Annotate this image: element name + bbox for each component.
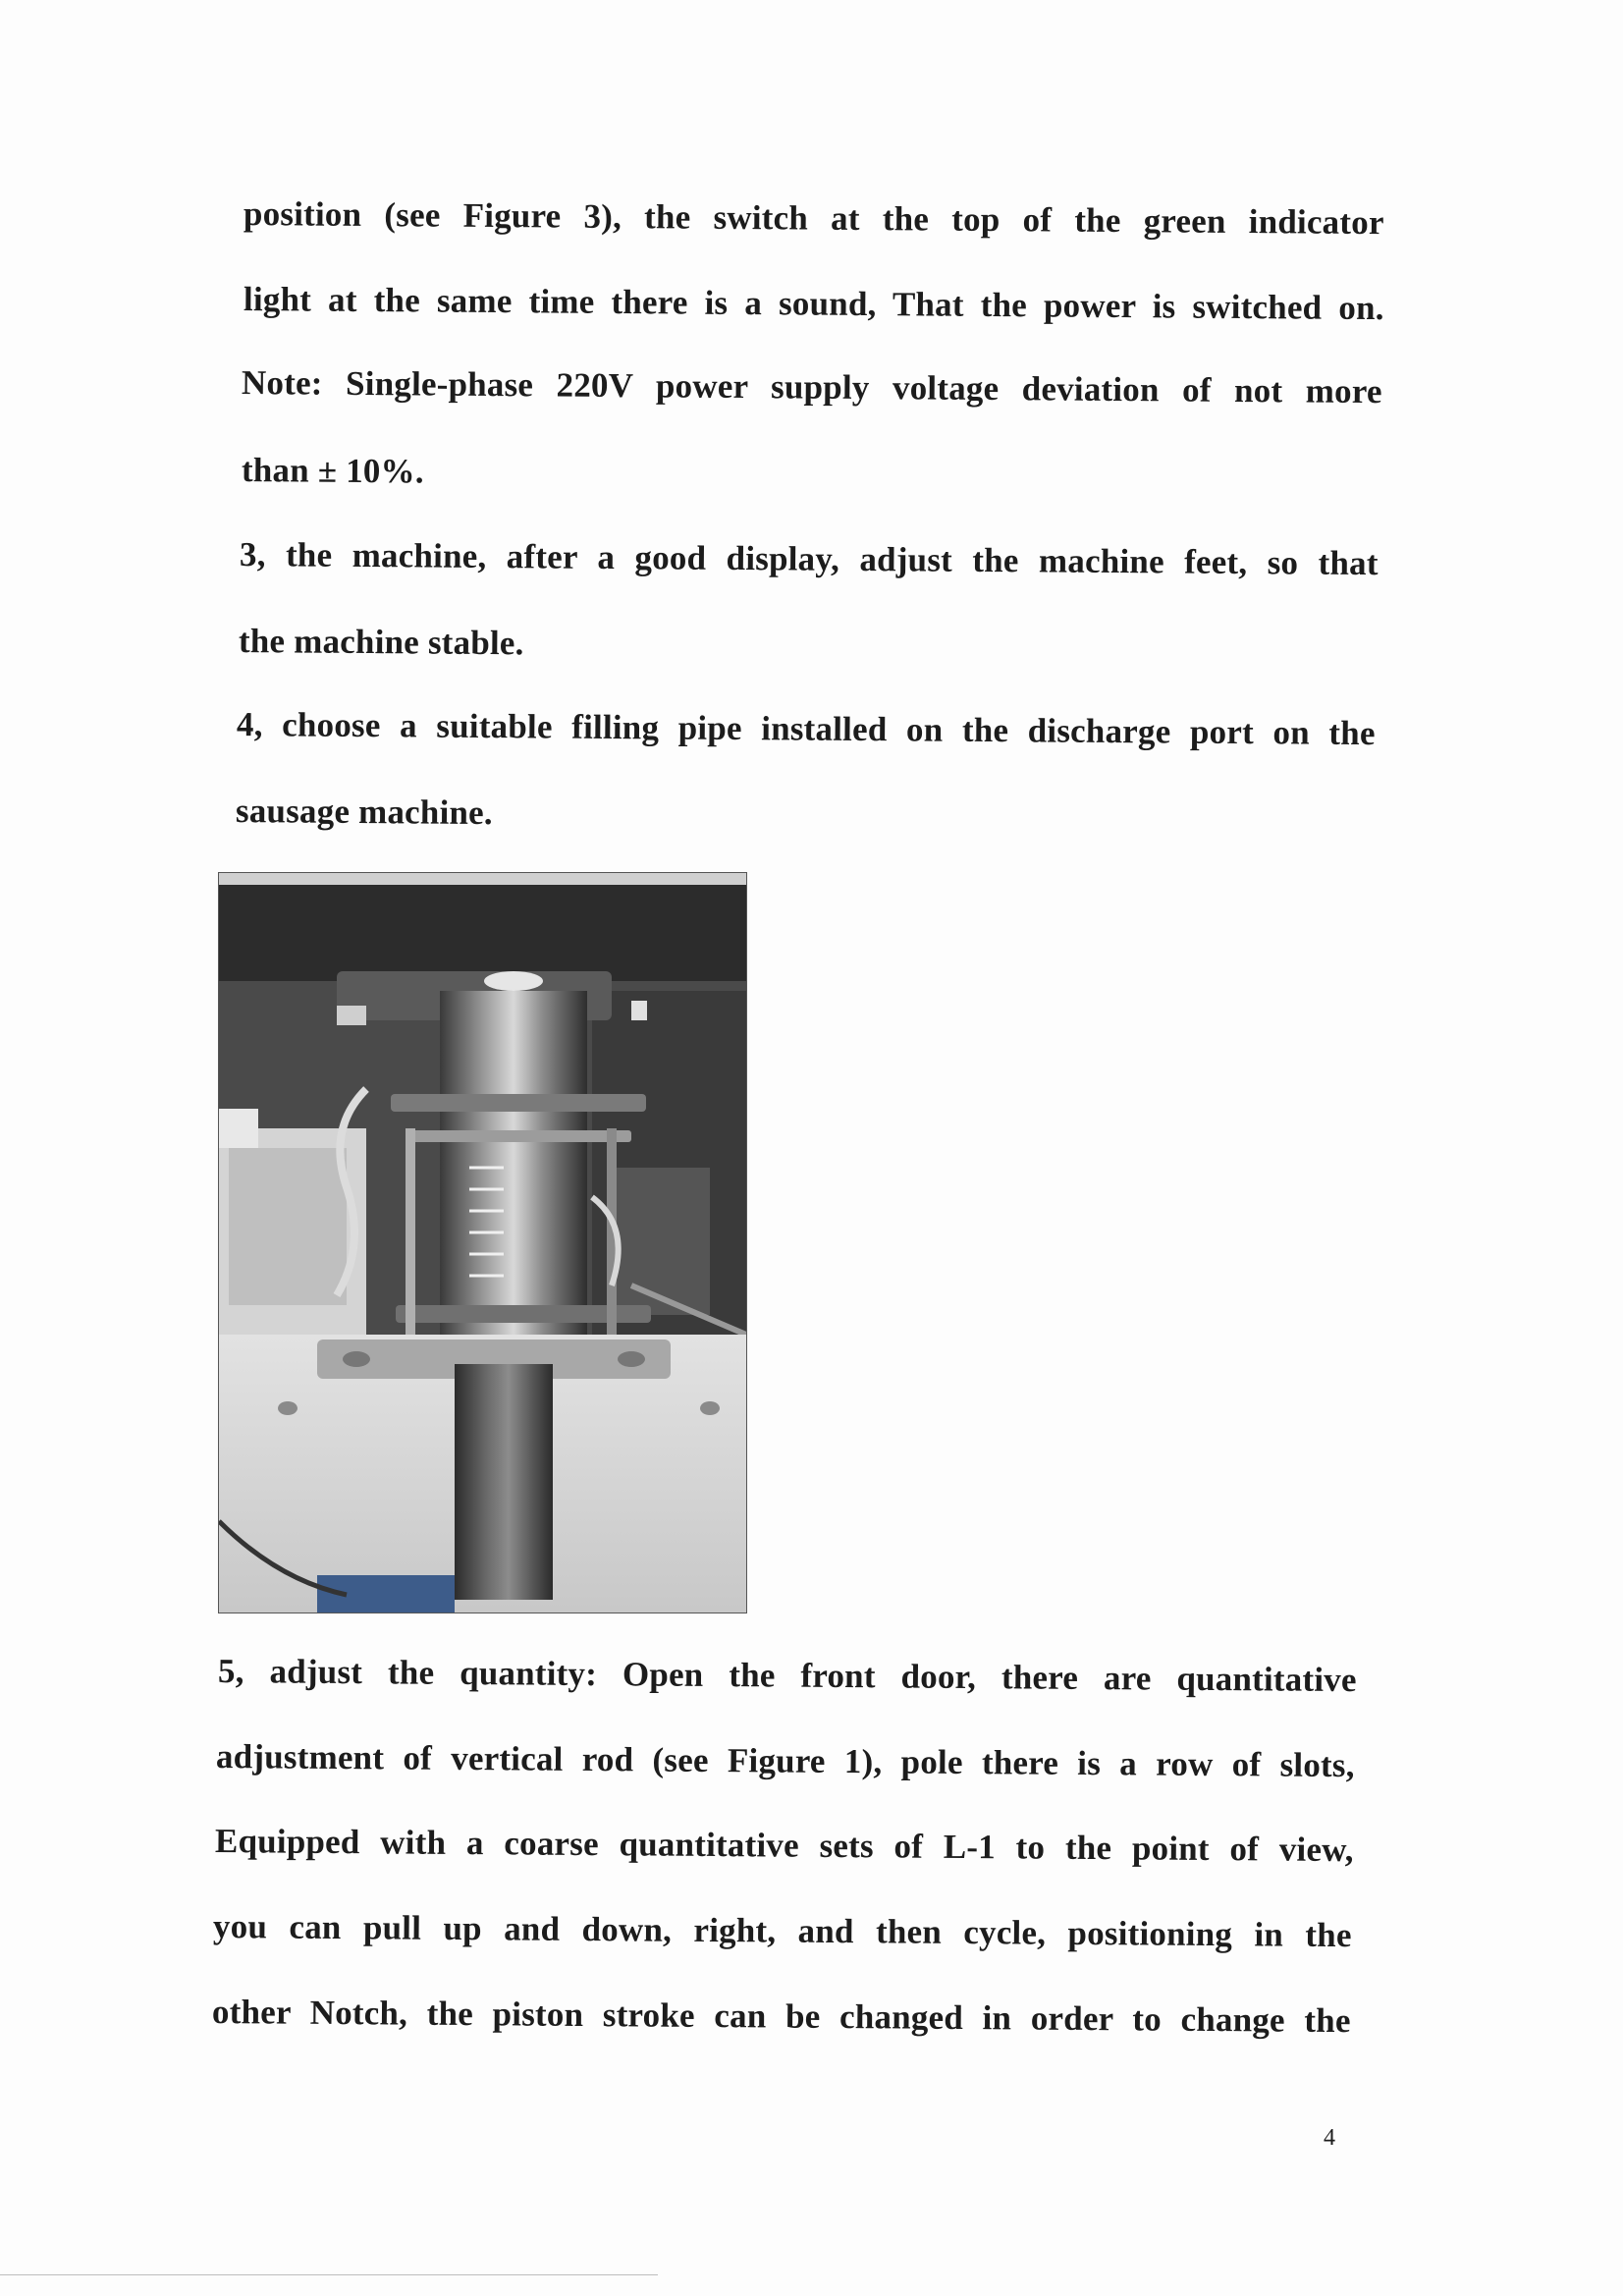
text-line: the machine stable. — [238, 622, 524, 663]
text-line: Equipped with a coarse quantitative sets of L-1 to the point of view, — [214, 1822, 1354, 1870]
text-line: Note: Single-phase 220V power supply voltage deviation of not more — [241, 363, 1382, 411]
text-line: you can pull up and down, right, and then cycle, positioning in the — [212, 1907, 1352, 1955]
text-line: other Notch, the piston stroke can be changed in order to change the — [211, 1993, 1351, 2041]
text-line: 5, adjust the quantity: Open the front door, there are quantitative — [217, 1652, 1357, 1700]
scan-edge-line — [0, 2274, 658, 2275]
text-line: than ± 10%. — [241, 451, 424, 491]
page-number: 4 — [1324, 2125, 1335, 2151]
text-line: 3, the machine, after a good display, adjust the machine feet, so that — [239, 535, 1379, 583]
machine-photo — [218, 872, 747, 1613]
text-line: position (see Figure 3), the switch at the top of the green indicator — [243, 194, 1384, 243]
text-line: adjustment of vertical rod (see Figure 1), pole there is a row of slots, — [215, 1737, 1355, 1785]
text-line: sausage machine. — [235, 792, 493, 833]
text-line: light at the same time there is a sound, That the power is switched on. — [243, 280, 1384, 328]
text-line: 4, choose a suitable filling pipe installed on the discharge port on the — [236, 705, 1376, 753]
